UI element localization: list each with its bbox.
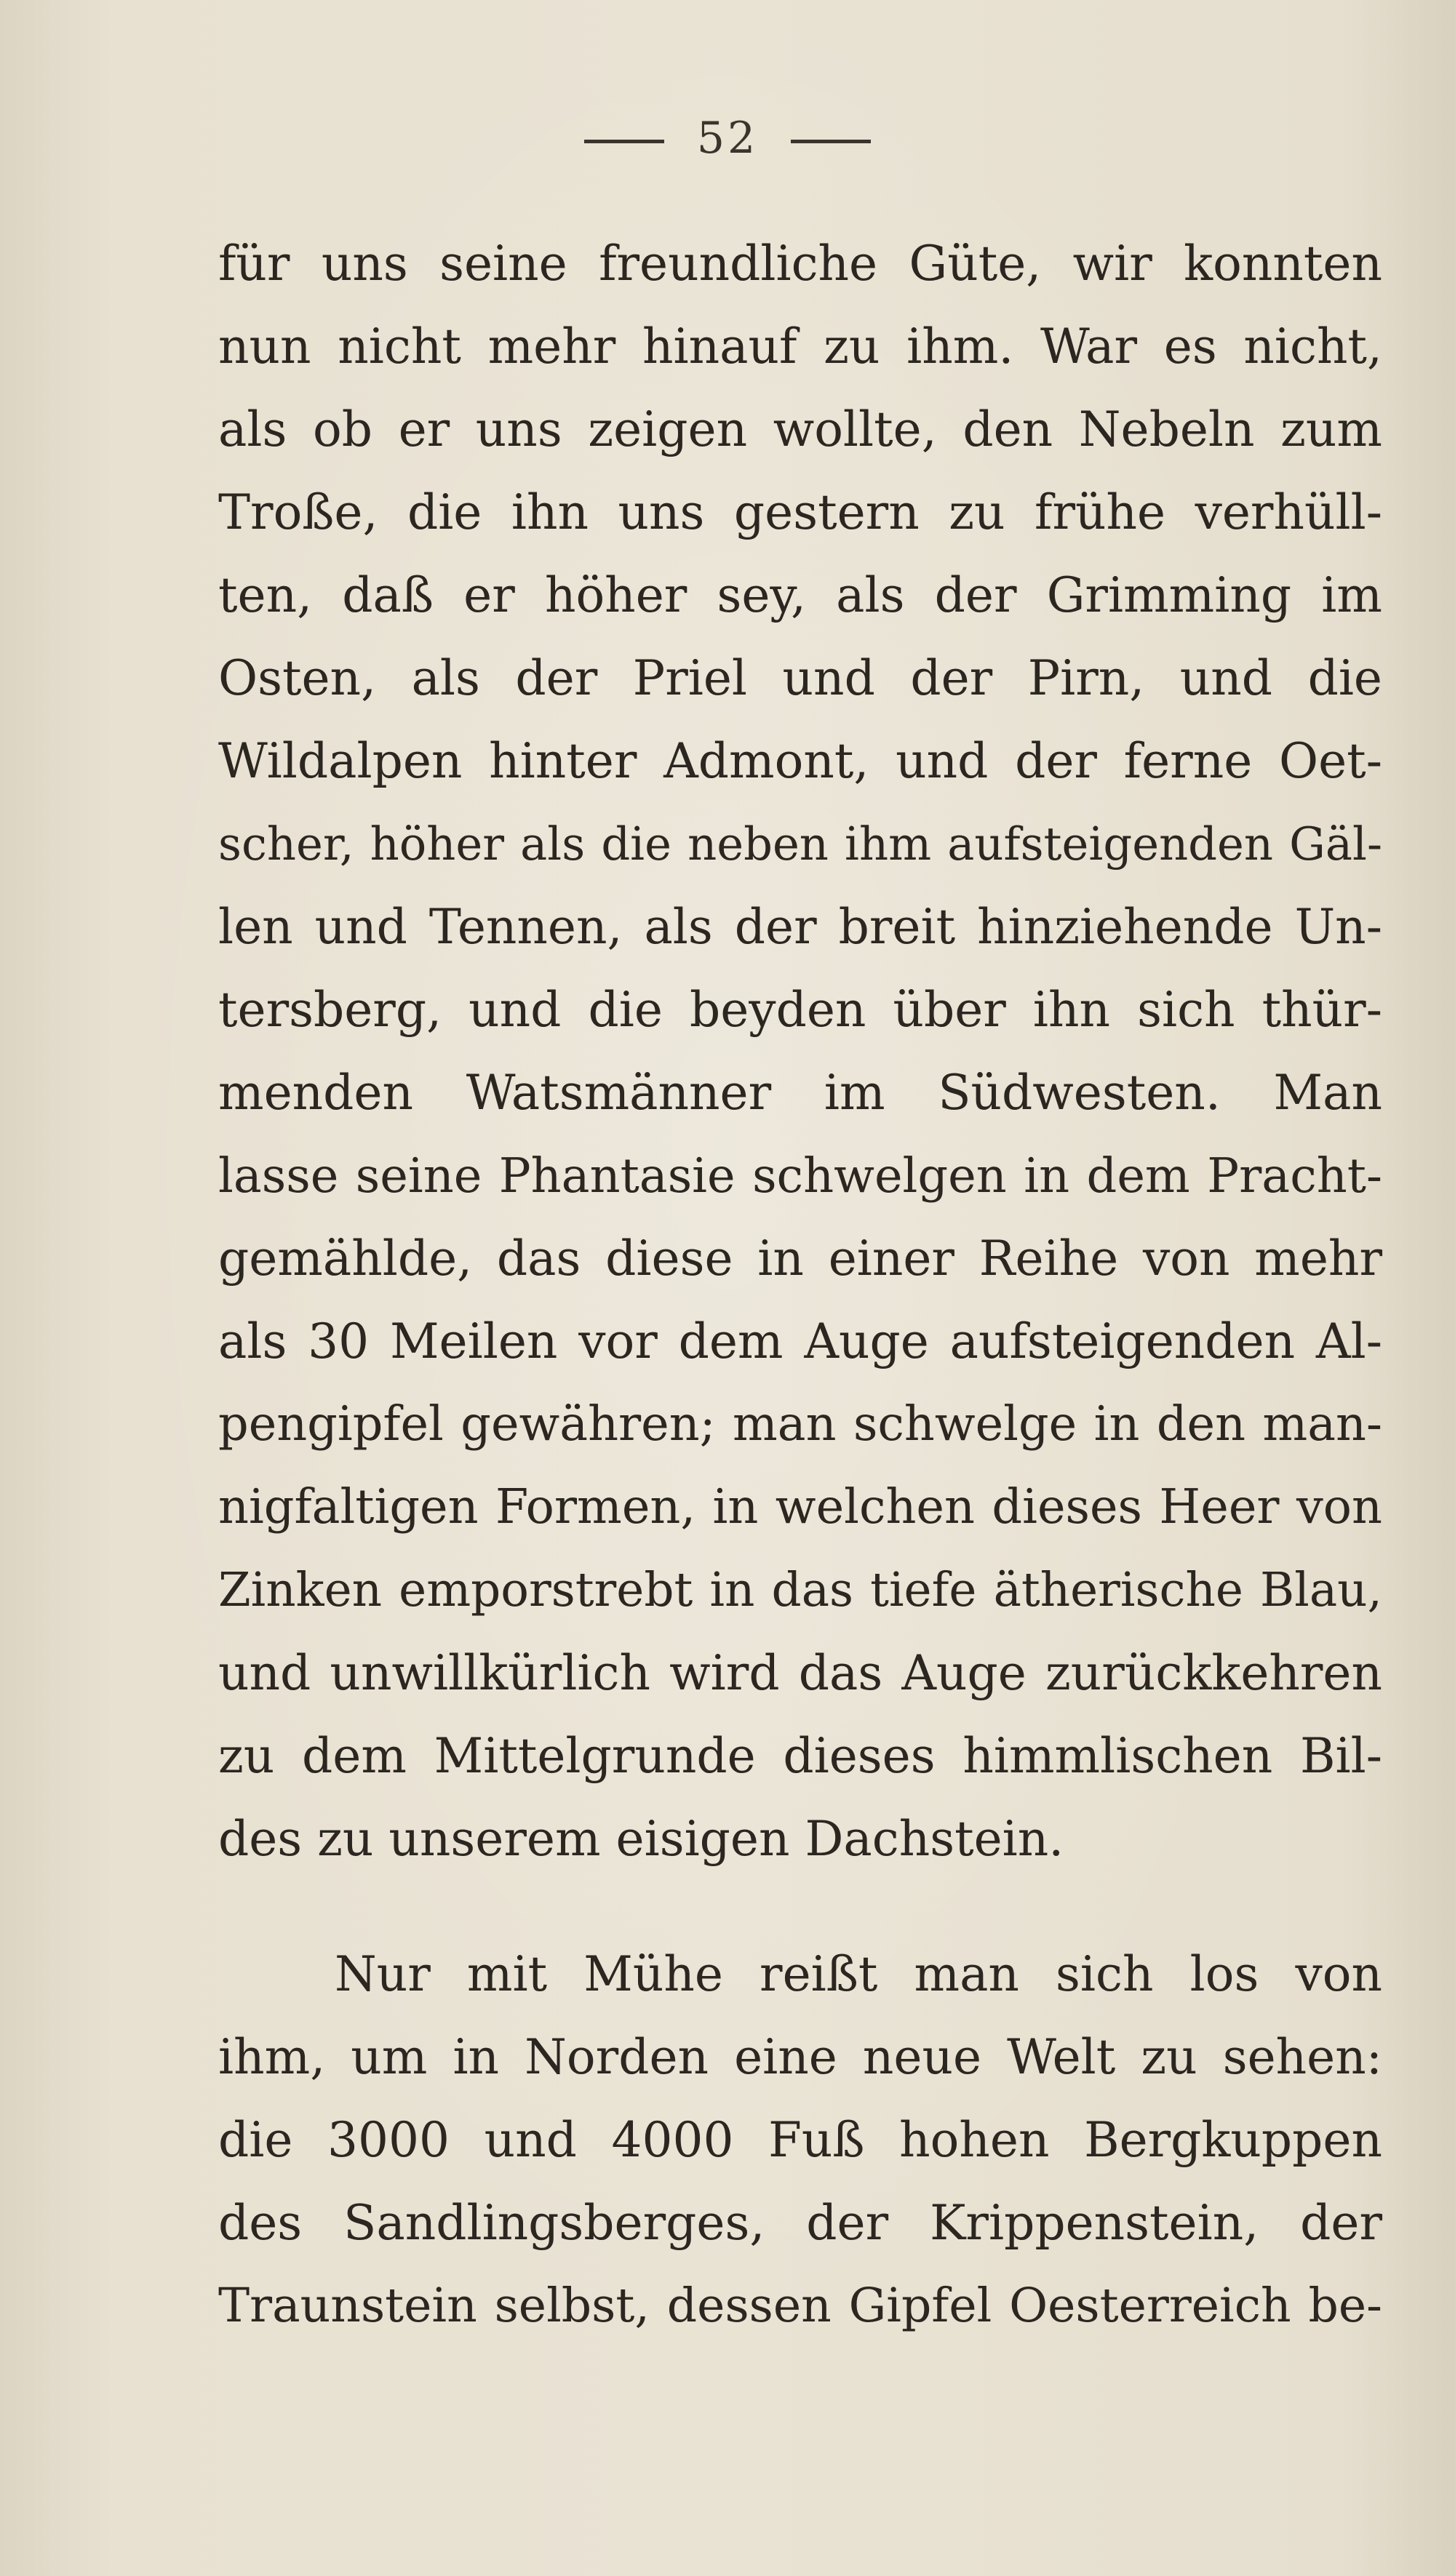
text-line: ten, daß er höher sey, als der Grimming im xyxy=(218,567,1382,623)
text-line: pengipfel gewähren; man schwelge in den man- xyxy=(218,1397,1382,1452)
text-line: die 3000 und 4000 Fuß hohen Bergkuppen xyxy=(218,2112,1382,2168)
text-line: nun nicht mehr hinauf zu ihm. War es nicht, xyxy=(218,319,1382,375)
text-line: Wildalpen hinter Admont, und der ferne Oet- xyxy=(218,733,1382,789)
text-line: als ob er uns zeigen wollte, den Nebeln zum xyxy=(218,401,1382,457)
text-line: für uns seine freundliche Güte, wir konnten xyxy=(218,236,1382,292)
paragraph-2 xyxy=(218,1933,1382,2348)
text-line: Osten, als der Priel und der Pirn, und die xyxy=(218,650,1382,706)
text-line: Zinken emporstrebt in das tiefe ätherische Blau, xyxy=(218,1563,1382,1617)
text-line: ihm, um in Norden eine neue Welt zu sehen: xyxy=(218,2029,1382,2085)
paragraph-1 xyxy=(218,223,1382,1881)
text-line: len und Tennen, als der breit hinziehende Un- xyxy=(218,899,1382,955)
text-line: Traunstein selbst, dessen Gipfel Oesterreich be- xyxy=(218,2279,1382,2333)
text-line: menden Watsmänner im Südwesten. Man xyxy=(218,1065,1382,1121)
text-line: nigfaltigen Formen, in welchen dieses Heer von xyxy=(218,1480,1382,1535)
page-number: 52 xyxy=(696,113,759,164)
header-dash-right xyxy=(791,140,871,143)
text-line: des zu unserem eisigen Dachstein. xyxy=(218,1811,1064,1867)
text-line: Nur mit Mühe reißt man sich los von xyxy=(335,1946,1382,2002)
text-line: und unwillkürlich wird das Auge zurückkehren xyxy=(218,1645,1382,1701)
text-line: tersberg, und die beyden über ihn sich thür- xyxy=(218,982,1382,1038)
text-line: zu dem Mittelgrunde dieses himmlischen Bil- xyxy=(218,1728,1382,1784)
text-line: lasse seine Phantasie schwelgen in dem Pracht- xyxy=(218,1148,1382,1204)
text-line: scher, höher als die neben ihm aufsteigenden Gäl- xyxy=(218,817,1382,871)
text-line: als 30 Meilen vor dem Auge aufsteigenden Al- xyxy=(218,1313,1382,1369)
text-line: Troße, die ihn uns gestern zu frühe verhüll- xyxy=(218,484,1382,540)
page-header xyxy=(0,109,1455,167)
text-line: gemählde, das diese in einer Reihe von mehr xyxy=(218,1231,1382,1287)
text-line: des Sandlingsberges, der Krippenstein, der xyxy=(218,2195,1382,2251)
header-dash-left xyxy=(584,140,664,143)
